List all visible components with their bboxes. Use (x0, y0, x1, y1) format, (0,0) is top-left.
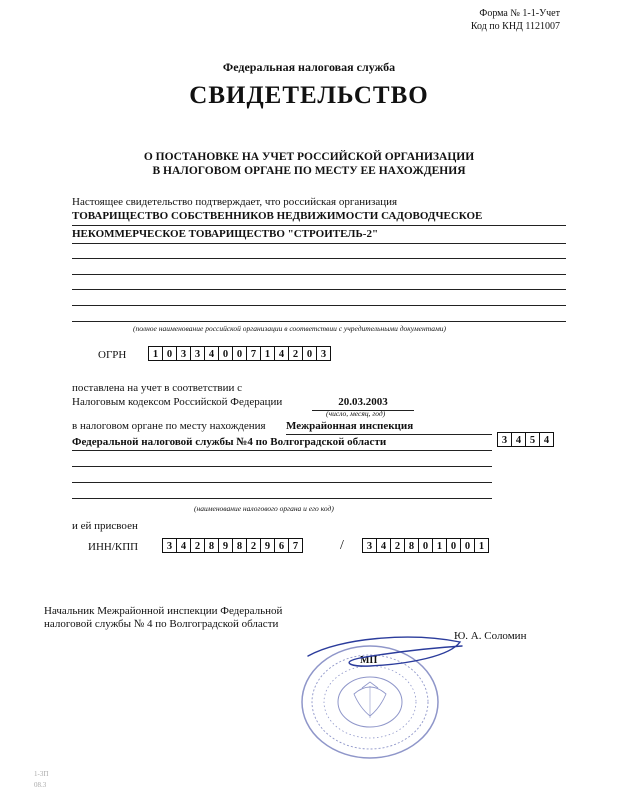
ogrn-digit: 4 (274, 346, 289, 361)
stamp-mp-label: МП (360, 655, 378, 666)
kpp-digit: 0 (446, 538, 461, 553)
rule-line (72, 243, 566, 244)
ogrn-digit: 3 (176, 346, 191, 361)
ogrn-digit: 0 (218, 346, 233, 361)
rule-line (72, 305, 566, 306)
kpp-digit: 8 (404, 538, 419, 553)
footer-mark-1: 1-3П (34, 770, 49, 778)
authority-code (497, 432, 554, 447)
org-name-line-1: ТОВАРИЩЕСТВО СОБСТВЕННИКОВ НЕДВИЖИМОСТИ САДОВОДЧЕСКОЕ (72, 210, 483, 222)
ogrn-digit: 4 (204, 346, 219, 361)
ogrn-digit: 1 (260, 346, 275, 361)
inn-digit: 9 (218, 538, 233, 553)
document-subtitle (0, 150, 618, 178)
assigned-label: и ей присвоен (72, 520, 138, 532)
ogrn-digits (148, 346, 331, 361)
inn-digit: 3 (162, 538, 177, 553)
subtitle-line-2: В НАЛОГОВОМ ОРГАНЕ ПО МЕСТУ ЕЕ НАХОЖДЕНИЯ (152, 165, 466, 177)
ogrn-digit: 2 (288, 346, 303, 361)
signatory-position-line-1: Начальник Межрайонной инспекции Федеральной (44, 605, 283, 617)
inn-digit: 2 (190, 538, 205, 553)
rule-line (72, 321, 566, 322)
kpp-digit: 3 (362, 538, 377, 553)
ogrn-digit: 3 (190, 346, 205, 361)
authority-line-2: Федеральной налоговой службы №4 по Волгоградской области (72, 436, 387, 448)
inn-digits (162, 538, 303, 553)
authority-code-digit: 4 (511, 432, 526, 447)
authority-code-digit: 3 (497, 432, 512, 447)
kpp-digit: 1 (432, 538, 447, 553)
intro-text: Настоящее свидетельство подтверждает, что российская организация (72, 196, 398, 208)
org-name-caption: (полное наименование российской организации в соответствии с учредительными документами) (133, 324, 447, 333)
authority-caption: (наименование налогового органа и его код) (194, 504, 334, 513)
kpp-digit: 4 (376, 538, 391, 553)
ogrn-digit: 0 (232, 346, 247, 361)
inn-digit: 8 (204, 538, 219, 553)
inn-digit: 2 (246, 538, 261, 553)
rule-line (72, 258, 566, 259)
inn-kpp-label: ИНН/КПП (88, 541, 139, 553)
kpp-digit: 0 (460, 538, 475, 553)
rule-line (72, 466, 492, 467)
signatory-position-line-2: налоговой службы № 4 по Волгоградской области (44, 618, 279, 630)
form-number: Форма № 1-1-Учет (479, 8, 560, 19)
inn-digit: 4 (176, 538, 191, 553)
rule-line (72, 450, 492, 451)
inn-digit: 8 (232, 538, 247, 553)
document-title: СВИДЕТЕЛЬСТВО (189, 82, 429, 109)
rule-line (72, 498, 492, 499)
ogrn-digit: 3 (316, 346, 331, 361)
form-code-block (471, 7, 560, 33)
registration-date: 20.03.2003 (338, 396, 388, 408)
ogrn-digit: 0 (302, 346, 317, 361)
kpp-digit: 1 (474, 538, 489, 553)
knd-code: Код по КНД 1121007 (470, 21, 560, 32)
footer-mark-2: 08.3 (34, 781, 47, 789)
authority-line-1: Межрайонная инспекция (286, 420, 414, 432)
rule-line (72, 225, 566, 226)
rule-line (286, 434, 492, 435)
kpp-digits (362, 538, 489, 553)
place-prefix: в налоговом органе по месту нахождения (72, 420, 266, 432)
rule-line (72, 289, 566, 290)
inn-digit: 7 (288, 538, 303, 553)
inn-kpp-separator: / (340, 538, 344, 553)
kpp-digit: 0 (418, 538, 433, 553)
registration-line-1: поставлена на учет в соответствии с (72, 382, 243, 394)
ogrn-digit: 7 (246, 346, 261, 361)
signatory-name: Ю. А. Соломин (454, 630, 527, 642)
handwritten-signature (300, 628, 470, 678)
ogrn-label: ОГРН (98, 349, 127, 361)
inn-digit: 9 (260, 538, 275, 553)
ogrn-digit: 1 (148, 346, 163, 361)
date-caption: (число, месяц, год) (326, 409, 386, 418)
inn-digit: 6 (274, 538, 289, 553)
rule-line (72, 482, 492, 483)
kpp-digit: 2 (390, 538, 405, 553)
authority-code-digit: 5 (525, 432, 540, 447)
org-name-line-2: НЕКОММЕРЧЕСКОЕ ТОВАРИЩЕСТВО "СТРОИТЕЛЬ-2" (72, 228, 379, 240)
registration-line-2: Налоговым кодексом Российской Федерации (72, 396, 283, 408)
agency-name: Федеральная налоговая служба (222, 60, 396, 74)
rule-line (72, 274, 566, 275)
subtitle-line-1: О ПОСТАНОВКЕ НА УЧЕТ РОССИЙСКОЙ ОРГАНИЗАЦИИ (143, 151, 475, 163)
ogrn-digit: 0 (162, 346, 177, 361)
authority-code-digit: 4 (539, 432, 554, 447)
